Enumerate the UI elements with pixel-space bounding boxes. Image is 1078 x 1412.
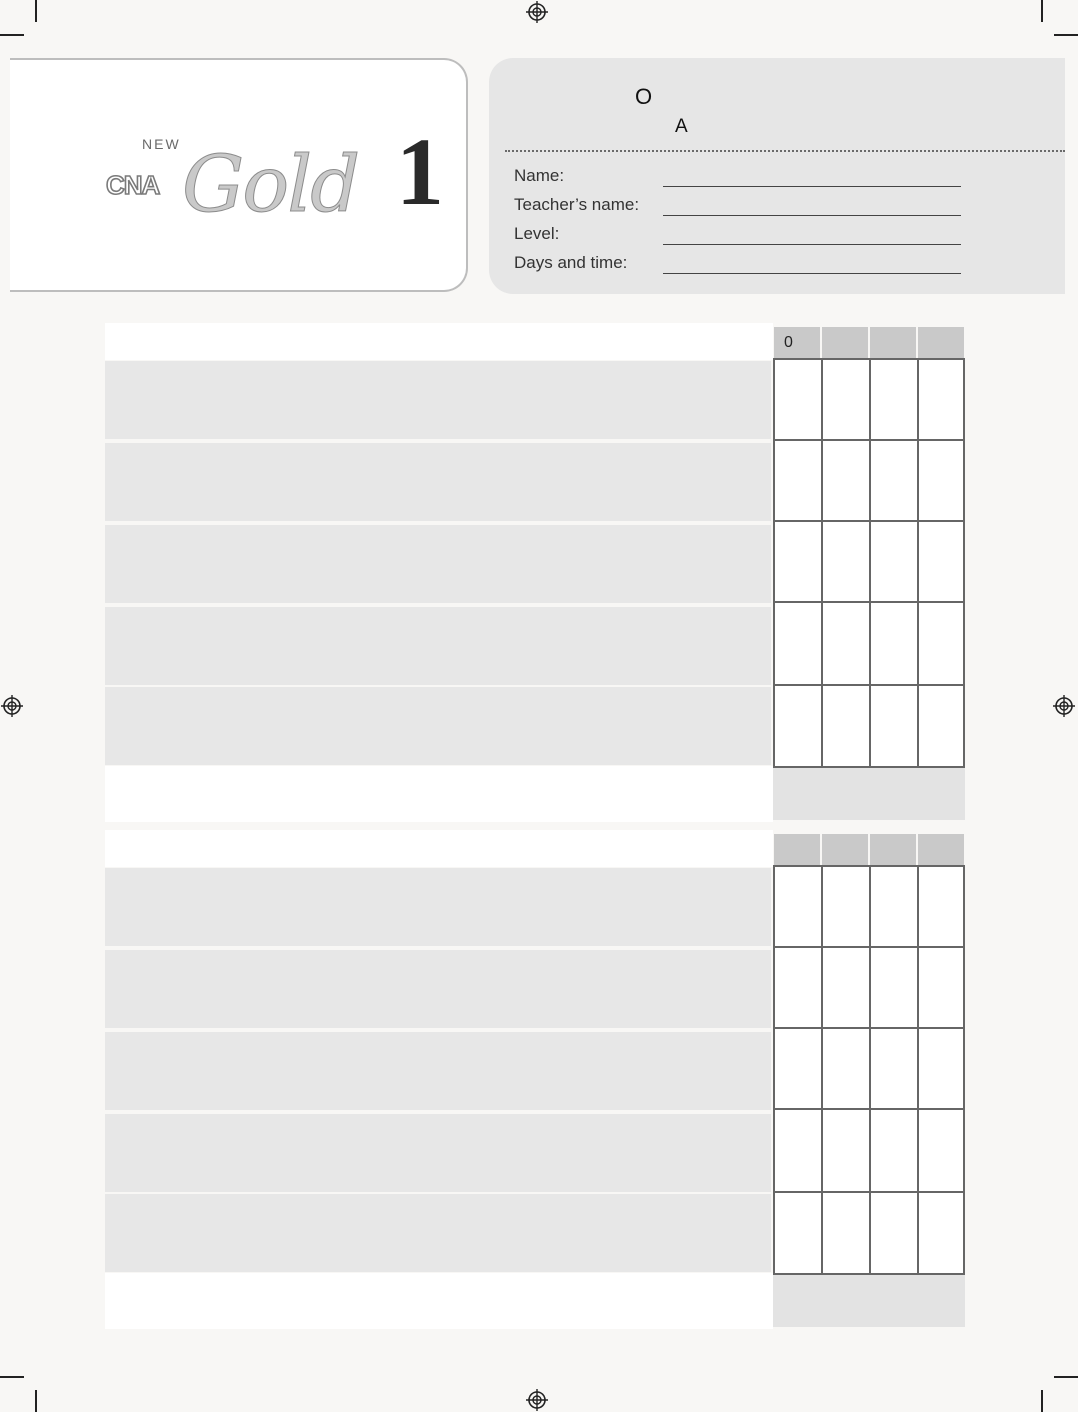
criterion-row	[105, 443, 771, 521]
logo-level-number: 1	[396, 118, 444, 225]
name-field	[514, 166, 984, 190]
criterion-row	[105, 1194, 771, 1272]
days-and-time-field	[514, 253, 984, 277]
score-cell[interactable]	[871, 603, 919, 686]
score-cell[interactable]	[871, 1029, 919, 1110]
score-cell[interactable]	[823, 441, 871, 522]
criterion-row	[105, 1114, 771, 1192]
score-cell[interactable]	[871, 1110, 919, 1193]
level-label: Level:	[514, 224, 560, 243]
score-cell[interactable]	[823, 522, 871, 603]
score-cell[interactable]	[775, 1193, 823, 1273]
score-cell[interactable]	[775, 686, 823, 766]
section-header	[105, 323, 773, 360]
score-header-cell	[822, 834, 868, 866]
registration-mark-right	[1053, 695, 1075, 717]
score-cell[interactable]	[775, 603, 823, 686]
score-cell[interactable]	[919, 441, 963, 522]
logo-gold-text: Gold	[182, 140, 359, 230]
section-footer	[105, 1273, 773, 1329]
score-cell[interactable]	[871, 522, 919, 603]
registration-mark-top	[526, 1, 548, 23]
level-field	[514, 224, 984, 248]
score-cell[interactable]	[823, 1029, 871, 1110]
criterion-row	[105, 950, 771, 1028]
teacher-name-field	[514, 195, 984, 219]
dotted-divider	[505, 150, 1065, 152]
criterion-row	[105, 525, 771, 603]
teacher-name-line[interactable]	[663, 215, 961, 216]
score-cell[interactable]	[823, 360, 871, 441]
score-cell[interactable]	[919, 1110, 963, 1193]
score-cell[interactable]	[871, 867, 919, 948]
level-line[interactable]	[663, 244, 961, 245]
score-cell[interactable]	[871, 360, 919, 441]
score-header-cell	[918, 834, 964, 866]
crop-mark-top-right-h	[1054, 34, 1078, 36]
crop-mark-top-left-v	[35, 0, 37, 22]
score-cell[interactable]	[823, 1193, 871, 1273]
score-cell[interactable]	[775, 441, 823, 522]
score-cell[interactable]	[871, 948, 919, 1029]
crop-mark-bottom-right-h	[1054, 1376, 1078, 1378]
score-cell[interactable]	[919, 603, 963, 686]
name-label: Name:	[514, 166, 565, 185]
score-cell[interactable]	[871, 1193, 919, 1273]
student-info-panel	[489, 58, 1065, 294]
score-header-cell	[918, 327, 964, 359]
score-cell[interactable]	[775, 1110, 823, 1193]
criterion-row	[105, 361, 771, 439]
score-cell[interactable]	[919, 360, 963, 441]
info-title-line-1: O	[635, 84, 653, 109]
new-cna-gold-logo	[106, 118, 446, 258]
crop-mark-top-right-v	[1041, 0, 1043, 22]
teacher-name-label: Teacher’s name:	[514, 195, 640, 214]
score-cell[interactable]	[919, 867, 963, 948]
section-footer	[105, 766, 773, 822]
logo-cna-text: CNA	[106, 170, 160, 200]
score-cell[interactable]	[919, 1029, 963, 1110]
score-header-cell	[870, 327, 916, 359]
crop-mark-bottom-right-v	[1041, 1390, 1043, 1412]
score-cell[interactable]	[823, 603, 871, 686]
score-cell[interactable]	[919, 1193, 963, 1273]
score-cell[interactable]	[919, 522, 963, 603]
score-cell[interactable]	[775, 867, 823, 948]
score-cell[interactable]	[775, 948, 823, 1029]
score-cell[interactable]	[823, 948, 871, 1029]
score-grid	[773, 865, 965, 1275]
name-line[interactable]	[663, 186, 961, 187]
crop-mark-bottom-left-v	[35, 1390, 37, 1412]
score-cell[interactable]	[823, 686, 871, 766]
score-cell[interactable]	[775, 360, 823, 441]
logo-panel	[10, 58, 468, 292]
score-cell[interactable]	[823, 867, 871, 948]
days-and-time-label: Days and time:	[514, 253, 628, 272]
score-header-cell	[822, 327, 868, 359]
score-header-cell	[870, 834, 916, 866]
crop-mark-top-left-h	[0, 34, 24, 36]
assessment-section-1	[105, 323, 965, 820]
criterion-row	[105, 868, 771, 946]
days-and-time-line[interactable]	[663, 273, 961, 274]
registration-mark-left	[1, 695, 23, 717]
score-grid	[773, 358, 965, 768]
score-cell[interactable]	[919, 948, 963, 1029]
score-cell[interactable]	[871, 441, 919, 522]
score-cell[interactable]	[775, 522, 823, 603]
logo-new-text: NEW	[142, 136, 181, 152]
score-cell[interactable]	[919, 686, 963, 766]
assessment-section-2	[105, 830, 965, 1327]
total-score-box	[773, 768, 965, 820]
crop-mark-bottom-left-h	[0, 1376, 24, 1378]
score-cell[interactable]	[823, 1110, 871, 1193]
registration-mark-bottom	[526, 1389, 548, 1411]
score-cell[interactable]	[871, 686, 919, 766]
section-header	[105, 830, 773, 867]
total-score-box	[773, 1275, 965, 1327]
criterion-row	[105, 687, 771, 765]
criterion-row	[105, 607, 771, 685]
score-header-cell: 0	[774, 327, 820, 359]
score-cell[interactable]	[775, 1029, 823, 1110]
info-title-line-2: A	[675, 116, 688, 137]
score-header-cell	[774, 834, 820, 866]
criterion-row	[105, 1032, 771, 1110]
